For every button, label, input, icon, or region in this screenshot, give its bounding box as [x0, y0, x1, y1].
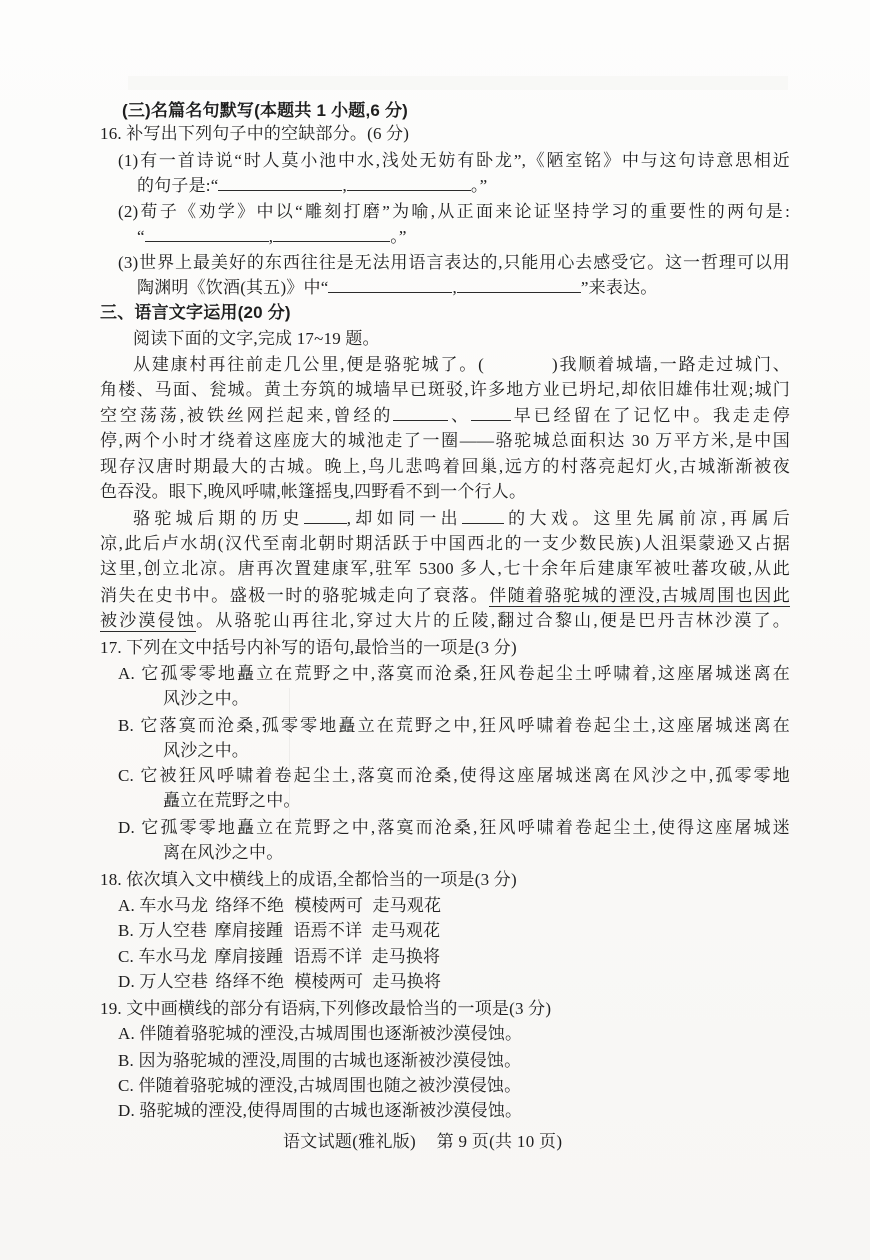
passage-line-9	[100, 558, 790, 581]
text-run: C. 伴随着骆驼城的湮没,古城周围也随之被沙漠侵蚀。	[118, 1076, 522, 1095]
passage-line-7	[133, 508, 790, 531]
idiom-option: 摩肩接踵	[214, 947, 284, 966]
passage-line-6	[100, 481, 526, 504]
q19-option-c	[118, 1075, 521, 1098]
q16-2-line2	[137, 226, 407, 249]
answer-blank	[471, 405, 511, 421]
text-run: “	[137, 227, 145, 246]
text-run: 的大戏。这里先属前凉,再属后	[504, 509, 790, 528]
passage-line-8	[100, 533, 790, 556]
passage-intro	[133, 328, 380, 351]
q17-option-a-line2	[163, 688, 249, 711]
page-footer	[283, 1131, 562, 1153]
text-run: 空空荡荡,被铁丝网拦起来,曾经的	[100, 406, 394, 425]
text-run: 从建康村再往前走几公里,便是骆驼城了。(	[133, 355, 484, 374]
text-run: A.	[118, 896, 140, 915]
q17-option-c-line2	[163, 790, 301, 813]
q18-stem	[100, 869, 517, 892]
q16-3-line1	[118, 252, 790, 275]
text-run: 。”	[390, 227, 407, 246]
answer-blank	[457, 277, 581, 293]
scan-shading-artifact	[128, 76, 788, 90]
answer-blank	[273, 226, 390, 242]
text-run: ”来表达。	[580, 278, 658, 297]
passage-line-11	[100, 610, 790, 633]
text-run: )我顺着城墙,一路走过城门、	[552, 355, 790, 374]
underlined-text: 伴随着骆驼城的湮没,古城周围也因此	[489, 586, 790, 605]
text-run: 、	[448, 406, 471, 425]
passage-line-2	[100, 379, 790, 402]
q19-option-b	[118, 1050, 521, 1073]
text-run: 。”	[470, 176, 488, 195]
footer-paper-title: 语文试题(雅礼版)	[283, 1132, 417, 1151]
q17-option-b-line2	[163, 740, 249, 763]
section-heading-mingju-moxie	[122, 100, 408, 123]
text-run: 的句子是:“	[137, 176, 219, 195]
text-run: 三、语言文字运用(20 分)	[100, 303, 291, 322]
text-run: 风沙之中。	[163, 689, 249, 708]
text-run: C. 它被狂风呼啸着卷起尘土,落寞而沧桑,使得这座屠城迷离在风沙之中,孤零零地	[118, 766, 790, 785]
text-run: 这里,创立北凉。唐再次置建康军,驻军 5300 多人,七十余年后建康军被吐蕃攻破,从此	[100, 559, 790, 578]
text-run: 凉,此后卢水胡(汉代至南北朝时期活跃于中国西北的一支少数民族)人沮渠蒙逊又占据	[100, 534, 790, 553]
idiom-option: 模棱两可	[294, 896, 364, 915]
passage-line-1	[133, 354, 790, 377]
answer-blank	[393, 405, 448, 421]
answer-blank	[328, 277, 452, 293]
text-run: A. 伴随着骆驼城的湮没,古城周围也逐渐被沙漠侵蚀。	[118, 1024, 523, 1043]
text-run: B. 因为骆驼城的湮没,周围的古城也逐渐被沙漠侵蚀。	[118, 1051, 522, 1070]
q17-option-c-line1	[118, 765, 790, 788]
answer-blank	[218, 175, 342, 191]
text-run: 16. 补写出下列句子中的空缺部分。(6 分)	[100, 124, 410, 143]
idiom-option: 模棱两可	[294, 972, 364, 991]
q17-option-a-line1	[118, 663, 790, 686]
answer-blank	[145, 226, 269, 242]
q18-option-b	[118, 920, 440, 943]
q19-stem	[100, 998, 551, 1021]
section-heading-yuyan-wenzi	[100, 302, 291, 325]
q16-3-line2	[137, 277, 657, 300]
text-run: 消失在史书中。盛极一时的骆驼城走向了衰落。	[100, 586, 490, 605]
answer-blank	[347, 175, 471, 191]
q16-2-line1	[118, 201, 790, 224]
text-run: (1)有一首诗说“时人莫小池中水,浅处无妨有卧龙”,《陋室铭》中与这句诗意思相近	[118, 151, 790, 170]
underlined-text: 被沙漠侵蚀	[100, 611, 197, 630]
text-run: C.	[118, 947, 139, 966]
text-run: B.	[118, 921, 139, 940]
text-run: (3)世界上最美好的东西往往是无法用语言表达的,只能用心去感受它。这一哲理可以用	[118, 253, 790, 272]
idiom-option: 语焉不详	[293, 947, 363, 966]
text-run: D. 它孤零零地矗立在荒野之中,落寞而沧桑,狂风呼啸着卷起尘土,使得这座屠城迷	[118, 818, 790, 837]
idiom-option: 万人空巷	[138, 921, 208, 940]
q16-1-line1	[118, 150, 790, 173]
text-run: 色吞没。眼下,晚风呼啸,帐篷摇曳,四野看不到一个行人。	[100, 482, 527, 501]
answer-blank	[304, 508, 347, 524]
passage-line-3	[100, 405, 790, 428]
text-run: 陶渊明《饮酒(其五)》中“	[137, 278, 329, 297]
text-run: (三)名篇名句默写(本题共 1 小题,6 分)	[122, 101, 409, 120]
text-run: D.	[118, 972, 140, 991]
text-run: 走马观花	[372, 896, 442, 915]
text-run: 19. 文中画横线的部分有语病,下列修改最恰当的一项是(3 分)	[100, 999, 552, 1018]
text-run: 18. 依次填入文中横线上的成语,全都恰当的一项是(3 分)	[100, 870, 517, 889]
q17-option-d-line1	[118, 817, 790, 840]
text-run: 走马观花	[371, 921, 441, 940]
text-run: ,	[268, 227, 274, 246]
footer-page-number: 第 9 页(共 10 页)	[436, 1132, 563, 1151]
text-run: 。从骆驼山再往北,穿过大片的丘陵,翻过合黎山,便是巴丹吉林沙漠了。	[196, 611, 790, 630]
text-run: D. 骆驼城的湮没,使得周围的古城也逐渐被沙漠侵蚀。	[118, 1101, 523, 1120]
q18-option-d	[118, 971, 441, 994]
text-run: 矗立在荒野之中。	[163, 791, 301, 810]
passage-line-10	[100, 585, 790, 608]
idiom-option: 语焉不详	[293, 921, 363, 940]
idiom-option: 车水马龙	[138, 947, 208, 966]
bracket-blank-gap	[484, 369, 552, 370]
idiom-option: 络绎不绝	[215, 972, 285, 991]
q17-option-d-line2	[163, 842, 283, 865]
idiom-option: 车水马龙	[139, 896, 209, 915]
idiom-option: 摩肩接踵	[214, 921, 284, 940]
text-run: 阅读下面的文字,完成 17~19 题。	[133, 329, 380, 348]
idiom-option: 络绎不绝	[215, 896, 285, 915]
text-run: ,却如同一出	[346, 509, 462, 528]
text-run: ,	[342, 176, 347, 195]
text-run: 走马换将	[372, 972, 442, 991]
text-run: 17. 下列在文中括号内补写的语句,最恰当的一项是(3 分)	[100, 638, 517, 657]
text-run: (2)荀子《劝学》中以“雕刻打磨”为喻,从正面来论证坚持学习的重要性的两句是:	[118, 202, 790, 221]
q18-option-c	[118, 946, 440, 969]
text-run: 角楼、马面、瓮城。黄土夯筑的城墙早已斑驳,许多地方业已坍圮,却依旧雄伟壮观;城门	[100, 380, 790, 399]
text-run: 离在风沙之中。	[163, 843, 284, 862]
text-run: 走马换将	[371, 947, 441, 966]
q17-option-b-line1	[118, 715, 790, 738]
text-run: 早已经留在了记忆中。我走走停	[511, 406, 790, 425]
q18-option-a	[118, 895, 441, 918]
text-run: 风沙之中。	[163, 741, 249, 760]
passage-line-4	[100, 430, 790, 453]
q16-stem	[100, 123, 409, 146]
idiom-option: 万人空巷	[139, 972, 209, 991]
passage-line-5	[100, 456, 790, 479]
text-run: 骆驼城后期的历史	[133, 509, 304, 528]
text-run: 现存汉唐时期最大的古城。晚上,鸟儿悲鸣着回巢,远方的村落亮起灯火,古城渐渐被夜	[100, 457, 790, 476]
text-run: ,	[452, 278, 457, 297]
answer-blank	[462, 508, 504, 524]
q19-option-d	[118, 1100, 522, 1123]
q17-stem	[100, 637, 517, 660]
text-run: A. 它孤零零地矗立在荒野之中,落寞而沧桑,狂风卷起尘土呼啸着,这座屠城迷离在	[118, 664, 790, 683]
q19-option-a	[118, 1023, 522, 1046]
text-run: B. 它落寞而沧桑,孤零零地矗立在荒野之中,狂风呼啸着卷起尘土,这座屠城迷离在	[118, 716, 790, 735]
q16-1-line2	[137, 175, 487, 198]
text-run: 停,两个小时才绕着这座庞大的城池走了一圈——骆驼城总面积达 30 万平方米,是中国	[100, 431, 790, 450]
